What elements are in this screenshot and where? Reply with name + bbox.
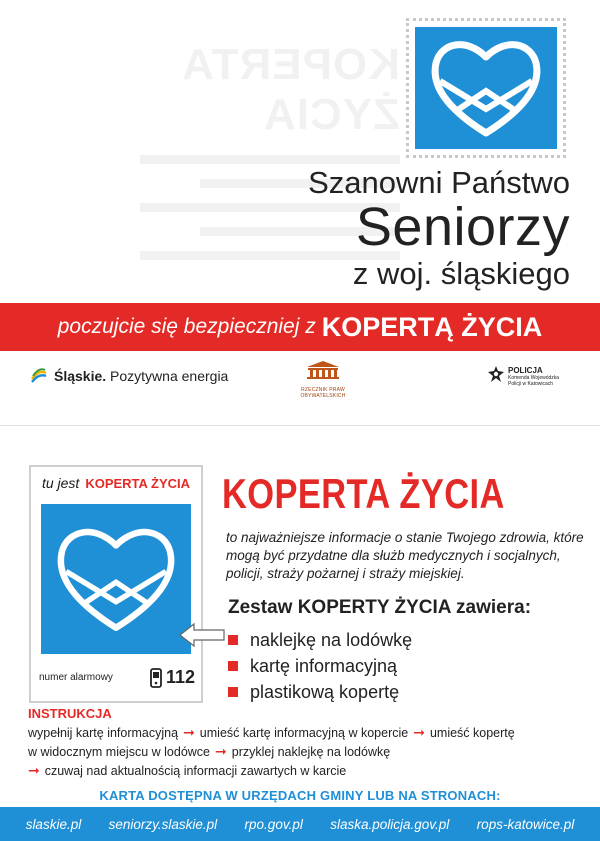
card-brand: KOPERTA ŻYCIA <box>85 476 191 491</box>
phone-icon <box>150 668 162 688</box>
instruction-step: umieść kartę informacyjną w kopercie <box>199 725 409 740</box>
police-star-icon <box>488 366 504 382</box>
bullet-square-icon <box>228 687 238 697</box>
pointer-arrow <box>178 622 226 653</box>
link-rpo[interactable]: rpo.gov.pl <box>244 816 303 832</box>
right-arrow-icon: ➞ <box>215 743 227 759</box>
stamp-blue-square <box>415 27 557 149</box>
card-header <box>31 475 201 491</box>
availability-text: KARTA DOSTĘPNA W URZĘDACH GMINY LUB NA STRONACH: <box>99 788 501 803</box>
list-item: kartę informacyjną <box>228 653 412 679</box>
right-arrow-icon: ➞ <box>28 762 40 778</box>
list-item: plastikową kopertę <box>228 679 412 705</box>
card-here-is: tu jest <box>41 475 80 491</box>
slaskie-swoosh-icon <box>30 367 48 385</box>
police-line-1: Komenda Wojewódzka <box>508 375 560 381</box>
show-through-watermark: KOPERTA ŻYCIA <box>100 40 400 270</box>
slogan-text: poczujcie się bezpieczniej z <box>57 315 316 338</box>
instructions-line-1 <box>28 724 515 741</box>
card-blue-square <box>41 504 191 654</box>
fridge-sticker-card <box>29 465 203 703</box>
card-alarm-row <box>39 667 195 688</box>
instructions-line-2 <box>28 743 390 760</box>
police-logo <box>488 366 559 387</box>
bullet-square-icon <box>228 635 238 645</box>
list-item: naklejkę na lodówkę <box>228 627 412 653</box>
alarm-label: numer alarmowy <box>39 672 113 683</box>
instruction-step: przyklej naklejkę na lodówkę <box>231 744 391 759</box>
link-seniorzy[interactable]: seniorzy.slaskie.pl <box>108 816 218 832</box>
contains-title: Zestaw KOPERTY ŻYCIA zawiera: <box>228 597 532 618</box>
main-title: KOPERTA ŻYCIA <box>222 470 505 517</box>
heart-envelope-icon <box>426 33 546 143</box>
greeting-line-3: z woj. śląskiego <box>352 256 570 291</box>
greeting-line-1: Szanowni Państwo <box>308 165 570 200</box>
police-line-2: Policji w Katowicach <box>508 381 554 387</box>
instructions-title: INSTRUKCJA <box>28 706 112 721</box>
rpo-caption: RZECZNIK PRAW OBYWATELSKICH <box>300 387 346 399</box>
greeting-line-2: Seniorzy <box>355 197 570 257</box>
link-slaskie[interactable]: slaskie.pl <box>25 816 82 832</box>
slaskie-name: Śląskie. <box>54 368 107 384</box>
alarm-number-group <box>150 667 195 688</box>
police-name: POLICJA <box>508 366 543 375</box>
rpo-logo <box>283 360 363 399</box>
heart-envelope-icon <box>51 519 181 639</box>
right-arrow-icon: ➞ <box>183 724 195 740</box>
instruction-step: czuwaj nad aktualnością informacji zawartych w karcie <box>44 763 347 778</box>
links-bar <box>0 807 600 841</box>
instruction-step: w widocznym miejscu w lodówce <box>28 744 211 759</box>
slogan-band <box>0 303 600 351</box>
slaskie-tagline: Pozytywna energia <box>110 368 229 384</box>
link-policja[interactable]: slaska.policja.gov.pl <box>330 816 450 832</box>
link-rops[interactable]: rops-katowice.pl <box>476 816 575 832</box>
slaskie-logo <box>30 367 228 385</box>
alarm-number: 112 <box>165 667 195 687</box>
main-description: to najważniejsze informacje o stanie Twojego zdrowia, które mogą być przydatne dla służb medycznych i socjalnych, policji, straży pożarnej i straży miejskiej. <box>226 530 584 581</box>
heart-stamp <box>406 18 566 158</box>
building-icon <box>305 360 341 380</box>
bullet-square-icon <box>228 661 238 671</box>
right-arrow-icon: ➞ <box>413 724 425 740</box>
slogan-brand: KOPERTĄ ŻYCIA <box>321 311 543 342</box>
leaflet-front <box>0 0 600 420</box>
instruction-step: wypełnij kartę informacyjną <box>28 725 179 740</box>
instructions-line-3 <box>28 762 346 779</box>
contents-list <box>228 627 412 705</box>
instruction-step: umieść kopertę <box>429 725 515 740</box>
left-arrow-icon <box>178 622 226 648</box>
